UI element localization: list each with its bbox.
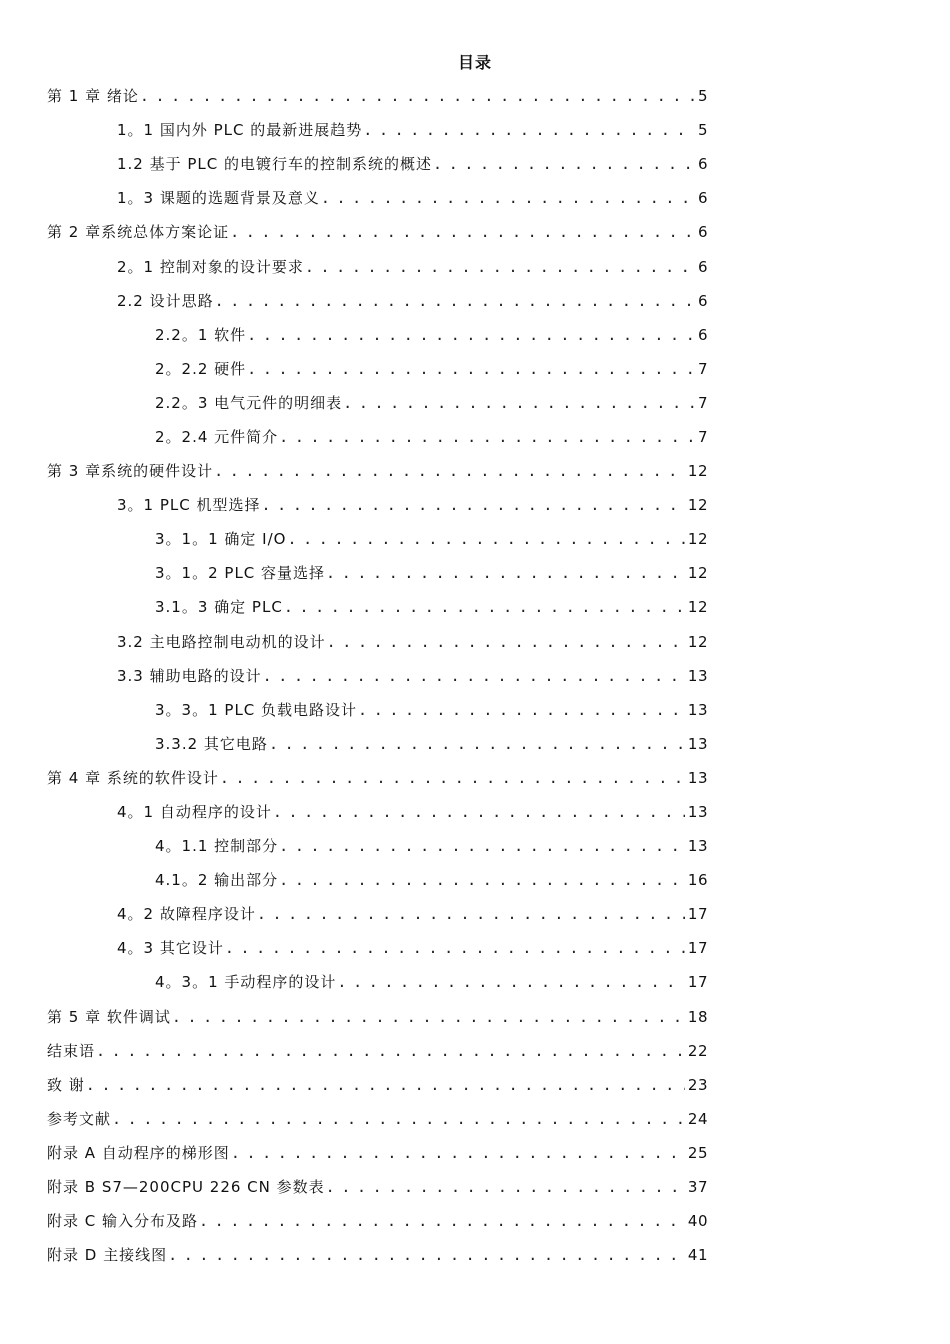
toc-entry-text: 致 谢 — [47, 1075, 85, 1094]
toc-dot-leader — [321, 189, 695, 207]
toc-list — [0, 79, 950, 1272]
toc-entry-page-number: 16 — [687, 871, 708, 890]
toc-dot-leader — [230, 223, 695, 241]
toc-dot-leader — [305, 258, 695, 276]
toc-entry-text: 3。1 PLC 机型选择 — [117, 496, 261, 515]
toc-entry-page-number: 7 — [697, 359, 708, 378]
toc-entry-page-number: 12 — [687, 564, 708, 583]
toc-entry[interactable] — [0, 147, 950, 181]
toc-entry[interactable] — [0, 863, 950, 897]
toc-entry[interactable] — [0, 1204, 950, 1238]
toc-entry-text: 2。2.2 硬件 — [155, 359, 247, 378]
toc-entry-page-number: 24 — [687, 1109, 708, 1128]
toc-entry[interactable] — [0, 1102, 950, 1136]
toc-entry-text: 3.3 辅助电路的设计 — [117, 666, 262, 685]
toc-entry[interactable] — [0, 1136, 950, 1170]
toc-dot-leader — [326, 1178, 685, 1196]
toc-entry[interactable] — [0, 590, 950, 624]
toc-entry-text: 1。3 课题的选题背景及意义 — [117, 189, 320, 208]
toc-entry-text: 3.3.2 其它电路 — [155, 734, 268, 753]
toc-entry-text: 1.2 基于 PLC 的电镀行车的控制系统的概述 — [117, 155, 433, 174]
toc-entry[interactable] — [0, 454, 950, 488]
toc-entry[interactable] — [0, 1170, 950, 1204]
toc-entry[interactable] — [0, 1034, 950, 1068]
toc-entry-text: 附录 B S7—200CPU 226 CN 参数表 — [47, 1178, 325, 1197]
toc-entry-text: 2.2。1 软件 — [155, 325, 247, 344]
toc-entry-page-number: 17 — [687, 905, 708, 924]
toc-entry-page-number: 12 — [687, 632, 708, 651]
toc-entry-page-number: 12 — [687, 530, 708, 549]
toc-dot-leader — [433, 155, 695, 173]
toc-entry[interactable] — [0, 931, 950, 965]
toc-entry[interactable] — [0, 352, 950, 386]
toc-entry-page-number: 5 — [697, 87, 708, 106]
toc-entry-page-number: 12 — [687, 462, 708, 481]
toc-dot-leader — [273, 803, 685, 821]
toc-entry[interactable] — [0, 420, 950, 454]
toc-entry[interactable] — [0, 897, 950, 931]
toc-entry-page-number: 13 — [687, 734, 708, 753]
toc-entry-page-number: 13 — [687, 700, 708, 719]
toc-entry-page-number: 22 — [687, 1041, 708, 1060]
toc-dot-leader — [140, 87, 695, 105]
toc-entry-page-number: 12 — [687, 598, 708, 617]
toc-dot-leader — [284, 598, 685, 616]
toc-entry-text: 1。1 国内外 PLC 的最新进展趋势 — [117, 121, 363, 140]
toc-entry-text: 4.1。2 输出部分 — [155, 871, 279, 890]
toc-entry-text: 4。3 其它设计 — [117, 939, 224, 958]
toc-entry-text: 第 5 章 软件调试 — [47, 1007, 171, 1026]
toc-entry-text: 4。2 故障程序设计 — [117, 905, 256, 924]
toc-entry-page-number: 18 — [687, 1007, 708, 1026]
toc-entry-page-number: 7 — [697, 393, 708, 412]
toc-dot-leader — [263, 667, 685, 685]
toc-entry-page-number: 13 — [687, 837, 708, 856]
toc-entry-page-number: 6 — [697, 189, 708, 208]
toc-dot-leader — [327, 633, 685, 651]
toc-entry[interactable] — [0, 625, 950, 659]
toc-entry-text: 4。1.1 控制部分 — [155, 837, 279, 856]
toc-dot-leader — [96, 1042, 685, 1060]
toc-dot-leader — [269, 735, 685, 753]
toc-entry[interactable] — [0, 761, 950, 795]
toc-entry-text: 参考文献 — [47, 1109, 112, 1128]
toc-entry[interactable] — [0, 318, 950, 352]
toc-entry-text: 附录 D 主接线图 — [47, 1246, 168, 1265]
toc-dot-leader — [257, 905, 685, 923]
toc-dot-leader — [231, 1144, 685, 1162]
toc-entry[interactable] — [0, 488, 950, 522]
toc-dot-leader — [86, 1076, 685, 1094]
toc-entry-page-number: 7 — [697, 427, 708, 446]
toc-entry-text: 4。1 自动程序的设计 — [117, 803, 272, 822]
toc-entry-text: 附录 C 输入分布及路 — [47, 1212, 199, 1231]
toc-entry-text: 第 1 章 绪论 — [47, 87, 139, 106]
toc-entry-page-number: 6 — [697, 257, 708, 276]
toc-entry-page-number: 17 — [687, 973, 708, 992]
toc-entry[interactable] — [0, 1238, 950, 1272]
toc-entry-page-number: 12 — [687, 496, 708, 515]
toc-dot-leader — [363, 121, 695, 139]
toc-dot-leader — [214, 462, 685, 480]
toc-dot-leader — [168, 1246, 685, 1264]
toc-entry-text: 第 3 章系统的硬件设计 — [47, 462, 214, 481]
toc-entry[interactable] — [0, 1068, 950, 1102]
toc-dot-leader — [262, 496, 685, 514]
toc-entry[interactable] — [0, 1000, 950, 1034]
toc-dot-leader — [279, 837, 685, 855]
toc-entry[interactable] — [0, 522, 950, 556]
toc-entry[interactable] — [0, 386, 950, 420]
toc-dot-leader — [287, 530, 684, 548]
toc-entry[interactable] — [0, 727, 950, 761]
toc-entry[interactable] — [0, 829, 950, 863]
toc-entry-text: 第 4 章 系统的软件设计 — [47, 768, 219, 787]
toc-entry-page-number: 13 — [687, 803, 708, 822]
toc-entry[interactable] — [0, 249, 950, 283]
toc-entry-text: 结束语 — [47, 1041, 96, 1060]
toc-entry-page-number: 13 — [687, 768, 708, 787]
toc-dot-leader — [279, 428, 695, 446]
toc-dot-leader — [225, 939, 685, 957]
toc-entry-page-number: 6 — [697, 325, 708, 344]
toc-entry-page-number: 6 — [697, 223, 708, 242]
toc-entry-page-number: 5 — [697, 121, 708, 140]
toc-entry-text: 2。2.4 元件简介 — [155, 427, 279, 446]
toc-dot-leader — [220, 769, 685, 787]
toc-entry-page-number: 25 — [687, 1143, 708, 1162]
toc-entry-text: 2。1 控制对象的设计要求 — [117, 257, 304, 276]
toc-entry-text: 第 2 章系统总体方案论证 — [47, 223, 230, 242]
toc-entry-page-number: 40 — [687, 1212, 708, 1231]
toc-entry-text: 3。1。2 PLC 容量选择 — [155, 564, 326, 583]
toc-dot-leader — [279, 871, 685, 889]
toc-entry-page-number: 6 — [697, 155, 708, 174]
toc-entry-page-number: 23 — [687, 1075, 708, 1094]
toc-dot-leader — [215, 292, 695, 310]
toc-dot-leader — [337, 973, 685, 991]
toc-entry[interactable] — [0, 215, 950, 249]
toc-dot-leader — [172, 1008, 685, 1026]
toc-dot-leader — [247, 326, 695, 344]
toc-entry[interactable] — [0, 284, 950, 318]
toc-title: 目录 — [457, 53, 492, 72]
toc-entry[interactable] — [0, 113, 950, 147]
toc-entry-text: 3。1。1 确定 I/O — [155, 530, 287, 549]
toc-dot-leader — [199, 1212, 685, 1230]
toc-entry[interactable] — [0, 181, 950, 215]
toc-entry[interactable] — [0, 79, 950, 113]
toc-entry-page-number: 37 — [687, 1178, 708, 1197]
toc-entry[interactable] — [0, 795, 950, 829]
toc-entry-text: 4。3。1 手动程序的设计 — [155, 973, 337, 992]
toc-dot-leader — [326, 564, 685, 582]
toc-dot-leader — [247, 360, 695, 378]
toc-dot-leader — [112, 1110, 685, 1128]
toc-entry-page-number: 41 — [687, 1246, 708, 1265]
toc-entry-text: 3.1。3 确定 PLC — [155, 598, 283, 617]
toc-entry-text: 3。3。1 PLC 负载电路设计 — [155, 700, 358, 719]
toc-entry[interactable] — [0, 693, 950, 727]
toc-entry-page-number: 6 — [697, 291, 708, 310]
toc-entry[interactable] — [0, 965, 950, 999]
toc-entry-text: 2.2 设计思路 — [117, 291, 214, 310]
toc-dot-leader — [343, 394, 695, 412]
toc-dot-leader — [358, 701, 685, 719]
toc-entry-text: 附录 A 自动程序的梯形图 — [47, 1143, 230, 1162]
toc-entry-text: 3.2 主电路控制电动机的设计 — [117, 632, 326, 651]
toc-entry-page-number: 17 — [687, 939, 708, 958]
toc-entry[interactable] — [0, 659, 950, 693]
toc-entry-text: 2.2。3 电气元件的明细表 — [155, 393, 343, 412]
toc-entry[interactable] — [0, 556, 950, 590]
toc-entry-page-number: 13 — [687, 666, 708, 685]
